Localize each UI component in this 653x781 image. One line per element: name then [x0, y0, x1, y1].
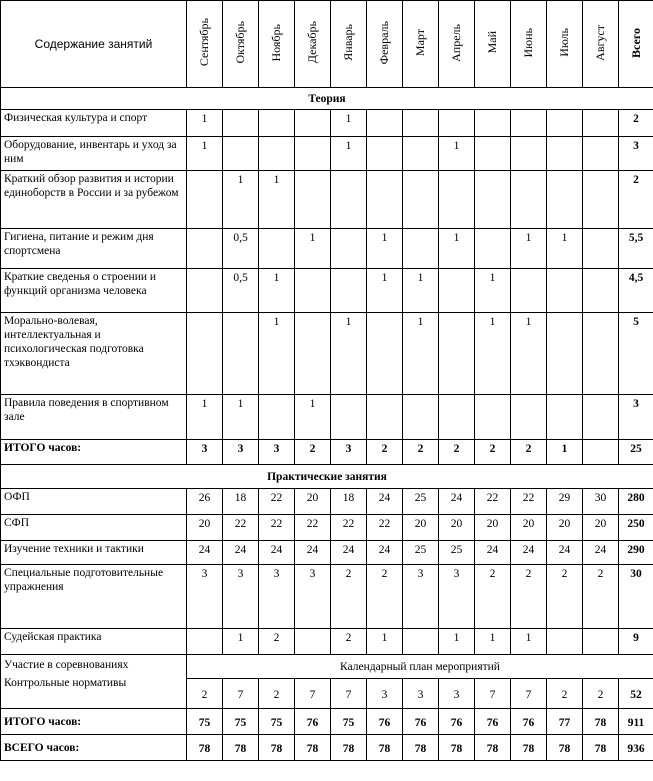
row-label: Правила поведения в спортивном зале: [1, 395, 187, 440]
row-label: Оборудование, инвентарь и уход за ним: [1, 137, 187, 171]
month-value: 7: [223, 679, 259, 709]
month-value: 20: [583, 515, 619, 541]
month-value: 24: [439, 489, 475, 515]
month-value: 24: [547, 541, 583, 565]
month-value: 1: [511, 629, 547, 655]
month-value: [259, 137, 295, 171]
month-value: 78: [547, 735, 583, 761]
month-header: Июнь: [511, 1, 547, 88]
month-value: [475, 395, 511, 440]
month-value: 1: [259, 269, 295, 313]
month-header: Октябрь: [223, 1, 259, 88]
month-value: 7: [331, 679, 367, 709]
month-value: 22: [511, 489, 547, 515]
row-total: 5,5: [619, 229, 653, 269]
month-value: [223, 137, 259, 171]
month-value: 1: [475, 269, 511, 313]
month-value: [331, 269, 367, 313]
month-value: 1: [187, 395, 223, 440]
month-value: [403, 629, 439, 655]
month-value: 7: [475, 679, 511, 709]
month-value: 24: [583, 541, 619, 565]
month-value: 29: [547, 489, 583, 515]
row-label: Специальные подготовительные упражнения: [1, 565, 187, 629]
header-row: [1, 1, 653, 88]
month-value: 1: [331, 313, 367, 395]
month-value: [259, 229, 295, 269]
month-value: 78: [583, 709, 619, 735]
month-value: [547, 110, 583, 137]
row-label: ВСЕГО часов:: [1, 735, 187, 761]
month-header: Ноябрь: [259, 1, 295, 88]
month-value: 1: [367, 269, 403, 313]
table-row: [1, 541, 653, 565]
month-value: 1: [259, 171, 295, 229]
month-value: [367, 395, 403, 440]
row-label: ИТОГО часов:: [1, 709, 187, 735]
month-value: 77: [547, 709, 583, 735]
table-row: [1, 515, 653, 541]
month-value: [475, 171, 511, 229]
month-value: [295, 110, 331, 137]
month-value: [547, 395, 583, 440]
row-total: 3: [619, 395, 653, 440]
month-value: 3: [439, 565, 475, 629]
row-label: Изучение техники и тактики: [1, 541, 187, 565]
month-value: [403, 229, 439, 269]
section-row: [1, 88, 653, 110]
month-value: 3: [403, 679, 439, 709]
month-value: 1: [367, 629, 403, 655]
month-value: 1: [475, 629, 511, 655]
month-value: 2: [547, 679, 583, 709]
month-value: 2: [367, 565, 403, 629]
month-header: Март: [403, 1, 439, 88]
month-value: 30: [583, 489, 619, 515]
section-row: [1, 465, 653, 489]
table-row: [1, 171, 653, 229]
month-value: 2: [439, 440, 475, 465]
month-value: [223, 313, 259, 395]
month-value: [583, 440, 619, 465]
month-value: 2: [547, 565, 583, 629]
row-label: Судейская практика: [1, 629, 187, 655]
month-value: 1: [511, 313, 547, 395]
month-value: 3: [187, 565, 223, 629]
month-value: 76: [475, 709, 511, 735]
month-value: [547, 171, 583, 229]
grand-total-row: [1, 735, 653, 761]
row-label: ОФП: [1, 489, 187, 515]
month-value: 78: [367, 735, 403, 761]
month-value: 78: [259, 735, 295, 761]
month-value: [439, 110, 475, 137]
month-value: 24: [367, 489, 403, 515]
row-label: Краткий обзор развития и истории единоборств в России и за рубежом: [1, 171, 187, 229]
month-value: 22: [259, 489, 295, 515]
month-value: 2: [331, 565, 367, 629]
month-value: 25: [439, 541, 475, 565]
control-standards-label: Контрольные нормативы: [4, 677, 127, 689]
month-header: Декабрь: [295, 1, 331, 88]
month-value: 2: [259, 629, 295, 655]
month-value: [187, 229, 223, 269]
competitions-row: [1, 655, 653, 679]
month-value: [187, 269, 223, 313]
summary-row: [1, 440, 653, 465]
month-value: [259, 110, 295, 137]
month-value: 3: [259, 565, 295, 629]
month-value: 3: [295, 565, 331, 629]
month-value: 3: [187, 440, 223, 465]
row-total: 25: [619, 440, 653, 465]
month-value: 2: [475, 565, 511, 629]
month-value: 76: [367, 709, 403, 735]
month-value: 24: [295, 541, 331, 565]
month-value: [367, 313, 403, 395]
month-value: 76: [403, 709, 439, 735]
row-label: [1, 655, 187, 709]
month-value: 0,5: [223, 229, 259, 269]
month-value: 3: [367, 679, 403, 709]
month-value: [475, 137, 511, 171]
month-value: 2: [331, 629, 367, 655]
month-value: 1: [367, 229, 403, 269]
row-label: Морально-волевая, интеллектуальная и психологическая подготовка тхэквондиста: [1, 313, 187, 395]
month-value: [331, 171, 367, 229]
row-label: Краткие сведенья о строении и функций организма человека: [1, 269, 187, 313]
month-value: 1: [511, 229, 547, 269]
month-value: 2: [475, 440, 511, 465]
month-value: [583, 313, 619, 395]
month-value: [295, 171, 331, 229]
month-value: 78: [223, 735, 259, 761]
month-header: Апрель: [439, 1, 475, 88]
month-value: 20: [403, 515, 439, 541]
month-value: 0,5: [223, 269, 259, 313]
month-value: 22: [295, 515, 331, 541]
month-value: 1: [223, 629, 259, 655]
month-value: 2: [187, 679, 223, 709]
table-row: [1, 395, 653, 440]
month-value: [583, 395, 619, 440]
month-value: 2: [583, 565, 619, 629]
month-value: 75: [187, 709, 223, 735]
month-value: [583, 137, 619, 171]
month-value: [223, 110, 259, 137]
month-value: 3: [223, 565, 259, 629]
month-value: [331, 229, 367, 269]
month-value: [547, 137, 583, 171]
month-value: [475, 110, 511, 137]
table-row: [1, 110, 653, 137]
summary-row: [1, 709, 653, 735]
month-value: 24: [331, 541, 367, 565]
table-row: [1, 229, 653, 269]
month-value: [583, 269, 619, 313]
month-value: 78: [475, 735, 511, 761]
month-value: [583, 171, 619, 229]
month-value: 1: [403, 313, 439, 395]
month-value: [439, 313, 475, 395]
month-header: Август: [583, 1, 619, 88]
month-value: [547, 313, 583, 395]
table-row: [1, 489, 653, 515]
row-total: 52: [619, 679, 653, 709]
month-value: [403, 137, 439, 171]
month-value: 25: [403, 541, 439, 565]
month-value: [511, 269, 547, 313]
month-value: 24: [367, 541, 403, 565]
month-value: 1: [547, 440, 583, 465]
row-label: Физическая культура и спорт: [1, 110, 187, 137]
table-row: [1, 269, 653, 313]
calendar-plan-label: Календарный план мероприятий: [187, 655, 653, 679]
month-value: [331, 395, 367, 440]
month-value: 2: [367, 440, 403, 465]
row-total: 5: [619, 313, 653, 395]
month-value: [187, 629, 223, 655]
month-value: 78: [583, 735, 619, 761]
row-label: СФП: [1, 515, 187, 541]
month-value: [511, 110, 547, 137]
month-value: 1: [187, 110, 223, 137]
month-value: 78: [439, 735, 475, 761]
month-value: 3: [223, 440, 259, 465]
month-value: [403, 110, 439, 137]
row-total: 290: [619, 541, 653, 565]
month-header: Май: [475, 1, 511, 88]
month-header: Январь: [331, 1, 367, 88]
month-value: 26: [187, 489, 223, 515]
row-total: 280: [619, 489, 653, 515]
month-header: Июль: [547, 1, 583, 88]
month-value: 1: [331, 137, 367, 171]
month-value: 24: [259, 541, 295, 565]
row-label: Гигиена, питание и режим дня спортсмена: [1, 229, 187, 269]
month-value: [295, 313, 331, 395]
month-value: 2: [511, 565, 547, 629]
month-header: Сентябрь: [187, 1, 223, 88]
month-value: 18: [223, 489, 259, 515]
month-value: 22: [367, 515, 403, 541]
month-value: 20: [295, 489, 331, 515]
row-total: 30: [619, 565, 653, 629]
month-value: 22: [331, 515, 367, 541]
row-total: 4,5: [619, 269, 653, 313]
month-value: 1: [187, 137, 223, 171]
month-value: [403, 395, 439, 440]
section-title: Практические занятия: [1, 465, 653, 489]
row-total: 2: [619, 171, 653, 229]
section-title: Теория: [1, 88, 653, 110]
month-value: [295, 269, 331, 313]
month-value: 3: [439, 679, 475, 709]
month-value: 78: [331, 735, 367, 761]
month-value: 20: [475, 515, 511, 541]
month-value: [475, 229, 511, 269]
month-value: 18: [331, 489, 367, 515]
row-total: 936: [619, 735, 653, 761]
month-value: 78: [295, 735, 331, 761]
month-value: 78: [403, 735, 439, 761]
month-value: 75: [259, 709, 295, 735]
month-value: 20: [547, 515, 583, 541]
month-value: 75: [331, 709, 367, 735]
row-total: 9: [619, 629, 653, 655]
row-total: 250: [619, 515, 653, 541]
month-value: 3: [331, 440, 367, 465]
month-value: 2: [511, 440, 547, 465]
month-value: [583, 629, 619, 655]
table-row: [1, 565, 653, 629]
month-value: [259, 395, 295, 440]
month-value: [547, 269, 583, 313]
month-value: 1: [223, 171, 259, 229]
month-value: 2: [295, 440, 331, 465]
month-value: 24: [223, 541, 259, 565]
month-value: [547, 629, 583, 655]
row-label: ИТОГО часов:: [1, 440, 187, 465]
month-value: [187, 313, 223, 395]
month-value: 78: [511, 735, 547, 761]
month-value: 20: [187, 515, 223, 541]
month-value: 2: [403, 440, 439, 465]
competitions-label: Участие в соревнованиях: [4, 659, 129, 671]
month-value: [583, 229, 619, 269]
month-value: 78: [187, 735, 223, 761]
table-row: [1, 137, 653, 171]
month-value: 1: [331, 110, 367, 137]
table-row: [1, 629, 653, 655]
row-total: 2: [619, 110, 653, 137]
month-value: 1: [295, 395, 331, 440]
month-value: 1: [439, 229, 475, 269]
month-value: 1: [259, 313, 295, 395]
month-value: 24: [475, 541, 511, 565]
month-value: 1: [223, 395, 259, 440]
month-value: 2: [259, 679, 295, 709]
month-value: 22: [259, 515, 295, 541]
month-value: 1: [439, 629, 475, 655]
month-value: [511, 171, 547, 229]
month-value: [295, 137, 331, 171]
month-value: 20: [439, 515, 475, 541]
month-value: [187, 171, 223, 229]
month-value: [511, 137, 547, 171]
month-value: 76: [439, 709, 475, 735]
content-header: Содержание занятий: [1, 1, 187, 88]
month-value: 1: [295, 229, 331, 269]
table-row: [1, 313, 653, 395]
month-value: 75: [223, 709, 259, 735]
month-value: 2: [583, 679, 619, 709]
month-value: [367, 137, 403, 171]
month-value: [403, 171, 439, 229]
month-value: [583, 110, 619, 137]
row-total: 911: [619, 709, 653, 735]
month-value: [295, 629, 331, 655]
month-value: [439, 395, 475, 440]
month-value: 1: [439, 137, 475, 171]
month-value: [439, 171, 475, 229]
month-value: 22: [223, 515, 259, 541]
month-value: 24: [511, 541, 547, 565]
month-value: 3: [259, 440, 295, 465]
month-value: 1: [547, 229, 583, 269]
month-value: 76: [511, 709, 547, 735]
month-value: 7: [511, 679, 547, 709]
month-value: [367, 171, 403, 229]
month-value: 22: [475, 489, 511, 515]
month-value: 76: [295, 709, 331, 735]
month-value: 20: [511, 515, 547, 541]
total-header: Всего: [619, 1, 653, 88]
month-value: 1: [475, 313, 511, 395]
month-value: 1: [403, 269, 439, 313]
row-total: 3: [619, 137, 653, 171]
month-value: 7: [295, 679, 331, 709]
month-value: 25: [403, 489, 439, 515]
month-value: 24: [187, 541, 223, 565]
month-value: 3: [403, 565, 439, 629]
month-value: [511, 395, 547, 440]
month-value: [367, 110, 403, 137]
month-value: [439, 269, 475, 313]
month-header: Февраль: [367, 1, 403, 88]
